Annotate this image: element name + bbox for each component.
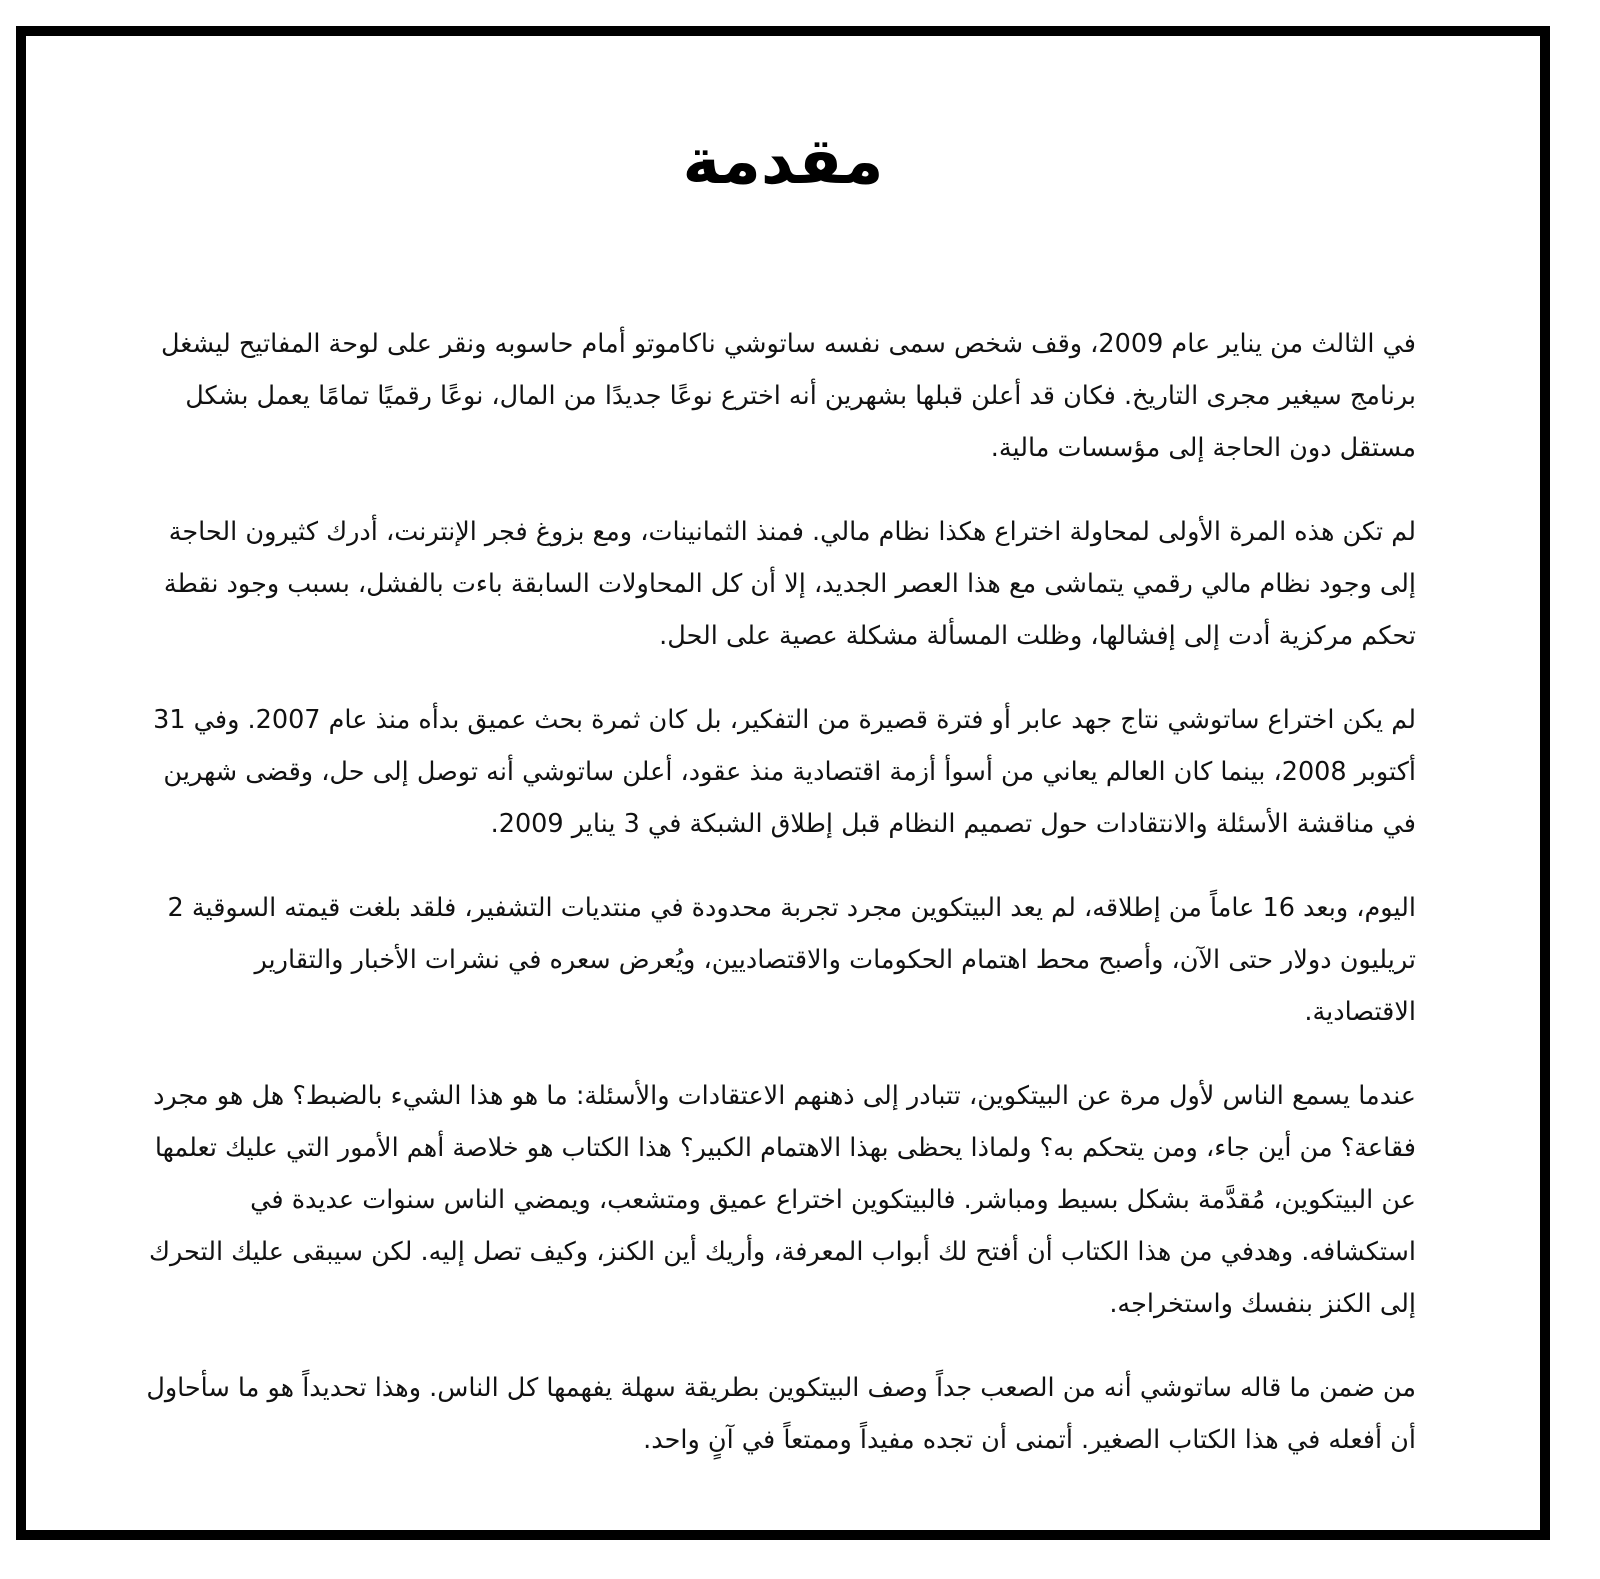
paragraph: في الثالث من يناير عام 2009، وقف شخص سمى نفسه ساتوشي ناكاموتو أمام حاسوبه ونقر على لوحة المفاتيح ليشغل برنامج سيغير مجرى التاريخ. فكان قد أعلن قبلها بشهرين أنه اخترع نوعًا جديدًا من المال، نوعًا رقميًا تمامًا يعمل بشكل مستقل دون الحاجة إلى مؤسسات مالية. — [161, 329, 1416, 463]
paragraph: اليوم، وبعد 16 عاماً من إطلاقه، لم يعد البيتكوين مجرد تجربة محدودة في منتديات التشفير، فلقد بلغت قيمته السوقية 2 تريليون دولار حتى الآن، وأصبح محط اهتمام الحكومات والاقتصاديين، ويُعرض سعره في نشرات الأخبار والتقارير الاقتصادية. — [167, 893, 1416, 1027]
paragraph: من ضمن ما قاله ساتوشي أنه من الصعب جداً وصف البيتكوين بطريقة سهلة يفهمها كل الناس. وهذا تحديداً هو ما سأحاول أن أفعله في هذا الكتاب الصغير. أتمنى أن تجده مفيداً وممتعاً في آنٍ واحد. — [146, 1373, 1416, 1455]
page-frame — [16, 26, 1550, 1540]
page-title: مقدمة — [682, 125, 884, 199]
paragraph: لم تكن هذه المرة الأولى لمحاولة اختراع هكذا نظام مالي. فمنذ الثمانينات، ومع بزوغ فجر الإنترنت، أدرك كثيرون الحاجة إلى وجود نظام مالي رقمي يتماشى مع هذا العصر الجديد، إلا أن كل المحاولات السابقة باءت بالفشل، بسبب وجود نقطة تحكم مركزية أدت إلى إفشالها، وظلت المسألة مشكلة عصية على الحل. — [163, 517, 1416, 651]
document-body — [146, 318, 1416, 1498]
paragraph: لم يكن اختراع ساتوشي نتاج جهد عابر أو فترة قصيرة من التفكير، بل كان ثمرة بحث عميق بدأه منذ عام 2007. وفي 31 أكتوبر 2008، بينما كان العالم يعاني من أسوأ أزمة اقتصادية منذ عقود، أعلن ساتوشي أنه توصل إلى حل، وقضى شهرين في مناقشة الأسئلة والانتقادات حول تصميم النظام قبل إطلاق الشبكة في 3 يناير 2009. — [153, 705, 1416, 839]
paragraph: عندما يسمع الناس لأول مرة عن البيتكوين، تتبادر إلى ذهنهم الاعتقادات والأسئلة: ما هو هذا الشيء بالضبط؟ هل هو مجرد فقاعة؟ من أين جاء، ومن يتحكم به؟ ولماذا يحظى بهذا الاهتمام الكبير؟ هذا الكتاب هو خلاصة أهم الأمور التي عليك تعلمها عن البيتكوين، مُقدَّمة بشكل بسيط ومباشر. فالبيتكوين اختراع عميق ومتشعب، ويمضي الناس سنوات عديدة في استكشافه. وهدفي من هذا الكتاب أن أفتح لك أبواب المعرفة، وأريك أين الكنز، وكيف تصل إليه. لكن سيبقى عليك التحرك إلى الكنز بنفسك واستخراجه. — [148, 1081, 1416, 1319]
